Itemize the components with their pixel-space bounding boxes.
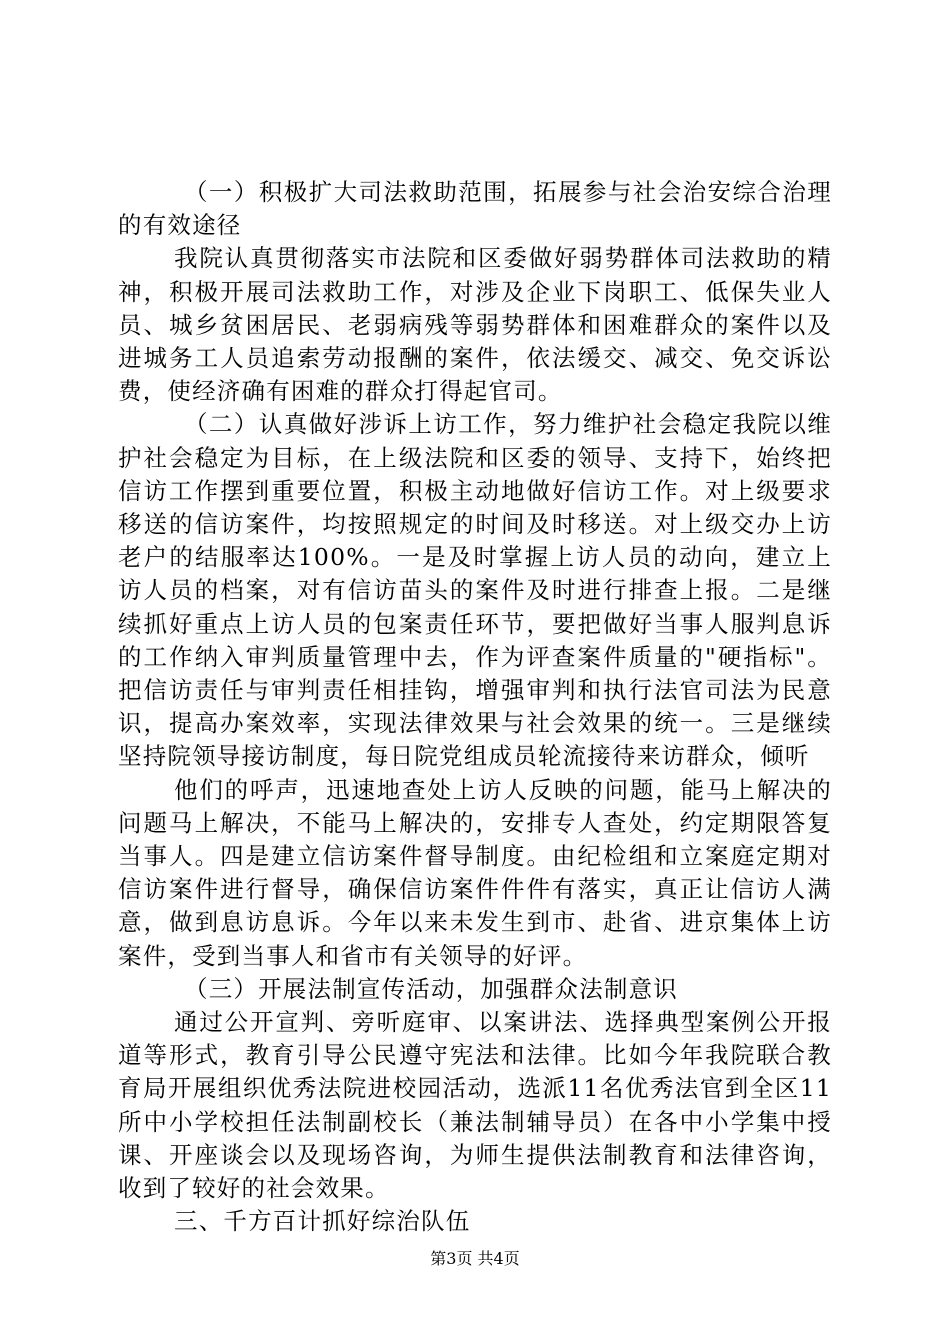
chapter-heading: 三、千方百计抓好综治队伍: [174, 1207, 471, 1236]
section-heading-one: （一）积极扩大司法救助范围，拓展参与社会治安综合治理的有效途径: [118, 178, 832, 240]
section-heading-three: （三）开展法制宣传活动，加强群众法制意识: [184, 974, 678, 1003]
page-number-footer: 第3页 共4页: [430, 1249, 520, 1268]
body-paragraph: 他们的呼声，迅速地查处上访人反映的问题，能马上解决的问题马上解决，不能马上解决的，安排专人查处，约定期限答复当事人。四是建立信访案件督导制度。由纪检组和立案庭定期对信访案件进行督导，确保信访案件件件有落实，真正让信访人满意，做到息访息诉。今年以来未发生到市、赴省、进京集体上访案件，受到当事人和省市有关领导的好评。: [118, 775, 832, 970]
body-paragraph: 我院认真贯彻落实市法院和区委做好弱势群体司法救助的精神，积极开展司法救助工作，对涉及企业下岗职工、低保失业人员、城乡贫困居民、老弱病残等弱势群体和困难群众的案件以及进城务工人员追索劳动报酬的案件，依法缓交、减交、免交诉讼费，使经济确有困难的群众打得起官司。: [118, 244, 832, 406]
body-paragraph: 通过公开宣判、旁听庭审、以案讲法、选择典型案例公开报道等形式，教育引导公民遵守宪法和法律。比如今年我院联合教育局开展组织优秀法院进校园活动，选派11名优秀法官到全区11所中小学校担任法制副校长（兼法制辅导员）在各中小学集中授课、开座谈会以及现场咨询，为师生提供法制教育和法律咨询，收到了较好的社会效果。: [118, 1008, 832, 1203]
section-heading-two: （二）认真做好涉诉上访工作，努力维护社会稳定我院以维护社会稳定为目标，在上级法院和区委的领导、支持下，始终把信访工作摆到重要位置，积极主动地做好信访工作。对上级要求移送的信访案件，均按照规定的时间及时移送。对上级交办上访老户的结服率达100%。一是及时掌握上访人员的动向，建立上访人员的档案，对有信访苗头的案件及时进行排查上报。二是继续抓好重点上访人员的包案责任环节，要把做好当事人服判息诉的工作纳入审判质量管理中去，作为评查案件质量的"硬指标"。把信访责任与审判责任相挂钩，增强审判和执行法官司法为民意识，提高办案效率，实现法律效果与社会效果的统一。三是继续坚持院领导接访制度，每日院党组成员轮流接待来访群众，倾听: [118, 410, 832, 771]
document-body: [118, 176, 832, 1239]
